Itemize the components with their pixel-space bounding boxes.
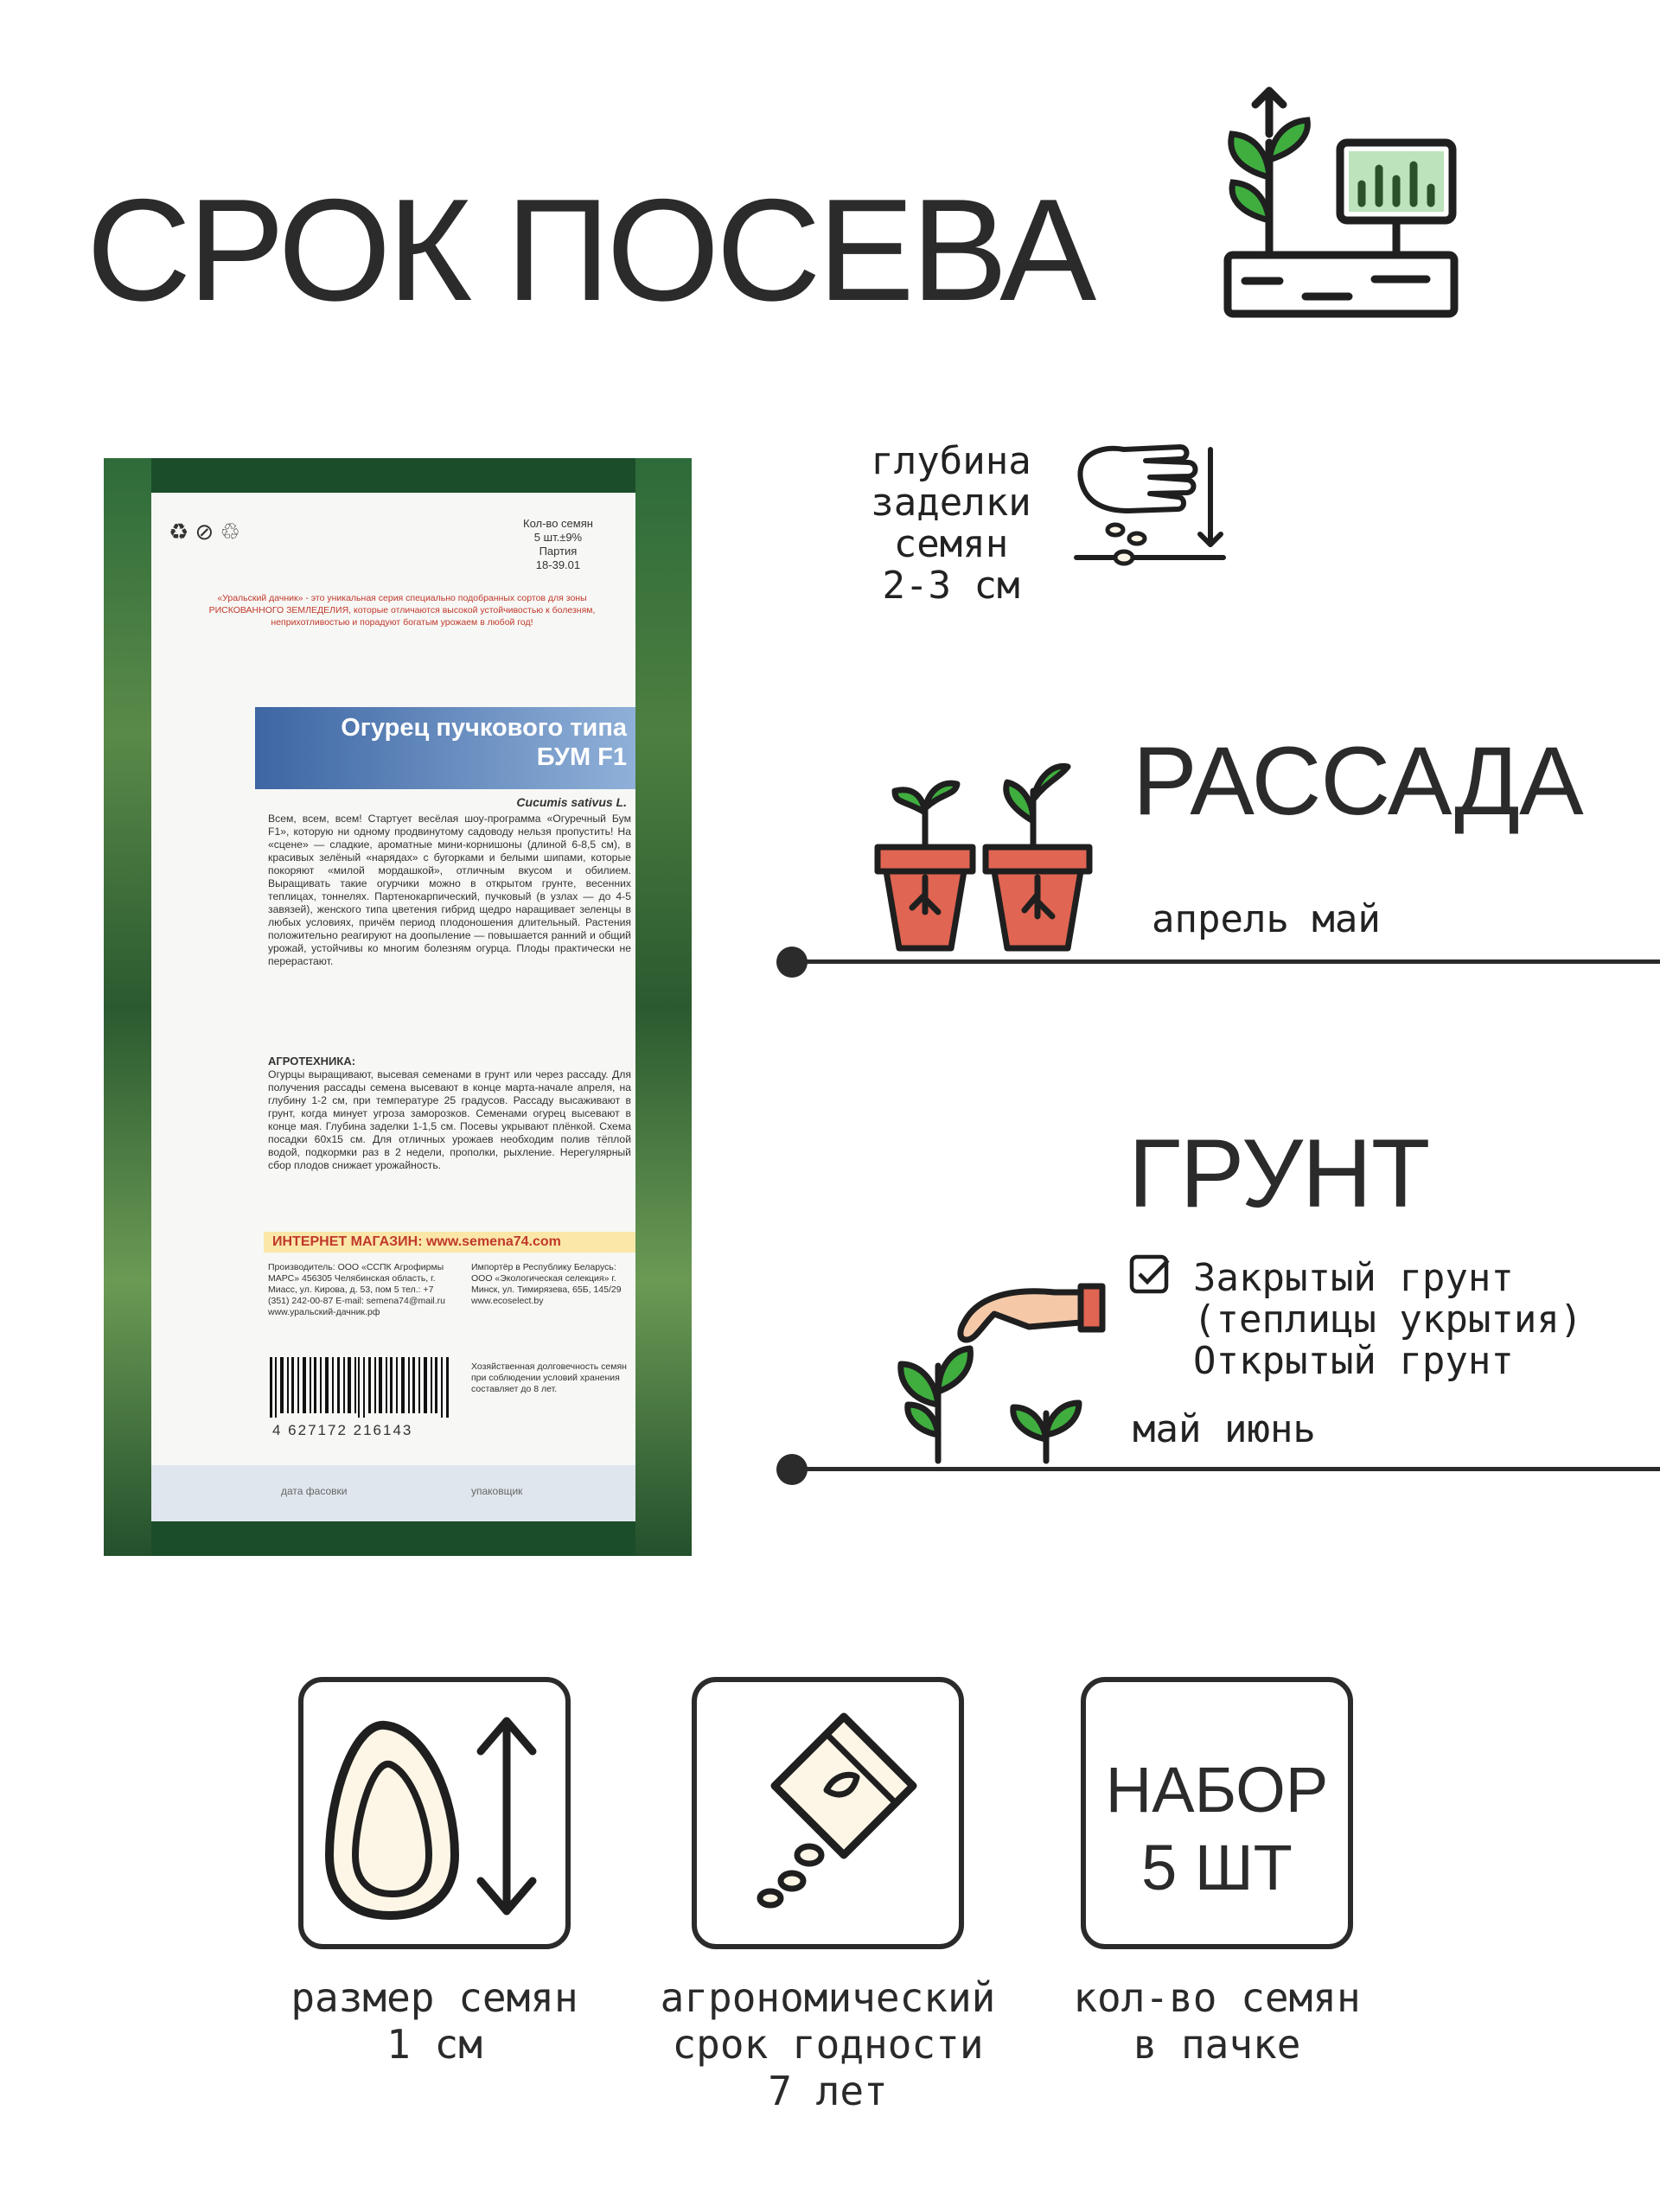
seedling-timeline-line [791, 959, 1660, 964]
packet-agro-text: Огурцы выращивают, высевая семенами в грунт или через рассаду. Для получения рассады семена высевают в конце марта-начале апреля, на глубину 1-2 см, при температуре 25 градусов. Рассаду высаживают в грунт, когда минует угроза заморозков. Семенами огурец высевают в конце мая. Глубина заделки 1-1,5 см. Посевы укрывают плёнкой. Схема посадки 60х15 см. Для отличных урожаев необходим полив тёплой водой, подкормки раз в 2 недели, прополки, рыхление. Нерегулярный сбор плодов снижает урожайность. [268, 1068, 631, 1171]
packet-agro-head: АГРОТЕХНИКА: [268, 1055, 356, 1068]
depth-line-2: заделки [871, 481, 1031, 525]
ground-timeline-line [791, 1467, 1660, 1471]
seed-count-box-1: НАБОР [1105, 1754, 1329, 1826]
seed-count-caption-1: кол-во семян [1073, 1974, 1361, 2021]
seedling-months: апрель май [1152, 897, 1381, 941]
seedling-pots-icon [869, 756, 1102, 959]
recycle-icons: ♻ ⊘ ♲ [169, 519, 240, 545]
seedling-heading: РАССАДА [1133, 727, 1583, 835]
packet-batch-value: 18-39.01 [535, 558, 581, 571]
seed-count-badge [1081, 1677, 1353, 1949]
hand-seeding-icon [1059, 428, 1232, 592]
packet-series-text: «Уральский дачник» - это уникальная серия специально подобранных сортов для зоны РИСКОВАННОГО ЗЕМЛЕДЕЛИЯ, которые отличаются высокой устойчивостью к болезням, неприхотливостью и порадуют богатым урожаем в любой год! [208, 593, 596, 628]
packet-name-1: Огурец пучкового типа [341, 714, 627, 742]
seed-count-caption [1038, 1974, 1396, 2068]
packet-qty-value: 5 шт.±9% [533, 531, 583, 544]
seed-bag-icon [697, 1682, 959, 1944]
depth-line-4: 2-3 см [882, 564, 1020, 608]
seed-count-caption-2: в пачке [1133, 2021, 1301, 2068]
shelf-life-caption-1: агрономический [660, 1974, 996, 2021]
seed-size-badge [298, 1677, 571, 1949]
packet-importer: Импортёр в Республику Беларусь: ООО «Экологическая селекция» г. Минск, ул. Тимирязева, 65Б, 145/29 www.ecoselect.by [471, 1262, 622, 1306]
shelf-life-caption-3: 7 лет [768, 2068, 888, 2114]
hand-planting-icon [882, 1262, 1115, 1469]
ground-closed-note: (теплицы укрытия) [1193, 1297, 1583, 1342]
packet-name-2: БУМ F1 [536, 743, 627, 771]
growth-chart-icon [1210, 82, 1470, 333]
barcode-number: 4 627172 216143 [272, 1422, 413, 1438]
depth-text [856, 441, 1046, 607]
shelf-life-badge [692, 1677, 964, 1949]
seed-size-caption-1: размер семян [290, 1974, 578, 2021]
packet-producer: Производитель: ООО «ССПК Агрофирмы МАРС» 456305 Челябинская область, г. Миасс, ул. Кирова, д. 53, пом 5 тел.: +7 (351) 242-00-87 E-mail: semena74@mail.ru www.уральский-дачник.рф [268, 1262, 446, 1317]
packet-shop: ИНТЕРНЕТ МАГАЗИН: www.semena74.com [272, 1234, 561, 1249]
ground-closed-label: Закрытый грунт [1193, 1256, 1514, 1300]
seed-packet-image [104, 458, 692, 1556]
packet-latin: Cucumis sativus L. [516, 795, 627, 809]
ground-months: май июнь [1133, 1407, 1316, 1451]
depth-line-1: глубина [871, 439, 1031, 483]
seed-size-icon [303, 1682, 565, 1944]
seed-size-caption [259, 1974, 610, 2068]
ground-heading: ГРУНТ [1128, 1119, 1430, 1227]
seed-size-caption-2: 1 см [386, 2021, 482, 2068]
seed-count-box-2: 5 ШТ [1141, 1832, 1293, 1903]
packet-footer-date: дата фасовки [281, 1485, 348, 1497]
ground-open-label: Открытый грунт [1193, 1339, 1514, 1383]
checkbox-checked-icon [1128, 1253, 1173, 1298]
packet-qty-label: Кол-во семян [523, 517, 593, 530]
packet-description: Всем, всем, всем! Стартует весёлая шоу-программа «Огуречный Бум F1», которую ни одному продвинутому садоводу нельзя пропустить! На «сцене» — сладкие, ароматные мини-корнишоны (длиной 6-8,5 см), в красивых зелёный «нарядах» с бугорками и белыми шипами, которые покоряют «милой мордашкой», отличным вкусом и обилием. Выращивать такие огурчики можно в открытом грунте, весенних теплицах, тоннелях. Партенокарпический, пучковый (в узлах — до 4-5 завязей), женского типа цветения гибрид щедро наращивает зеленцы в любых условиях, причём период плодоношения длительный. Растения положительно реагируют на доопыление — повышается ранний и общий урожай, устойчивы ко многим болезням огурца. Плоды практически не перерастают. [268, 813, 631, 967]
depth-line-3: семян [893, 522, 1009, 566]
packet-longevity: Хозяйственная долговечность семян при соблюдении условий хранения составляет до 8 лет. [471, 1361, 627, 1394]
shelf-life-caption-2: срок годности [672, 2021, 984, 2068]
page-title: СРОК ПОСЕВА [86, 169, 1094, 331]
packet-footer-packer: упаковщик [471, 1485, 523, 1497]
packet-batch-label: Партия [539, 545, 578, 558]
shelf-life-caption [622, 1974, 1033, 2114]
barcode [268, 1357, 458, 1426]
